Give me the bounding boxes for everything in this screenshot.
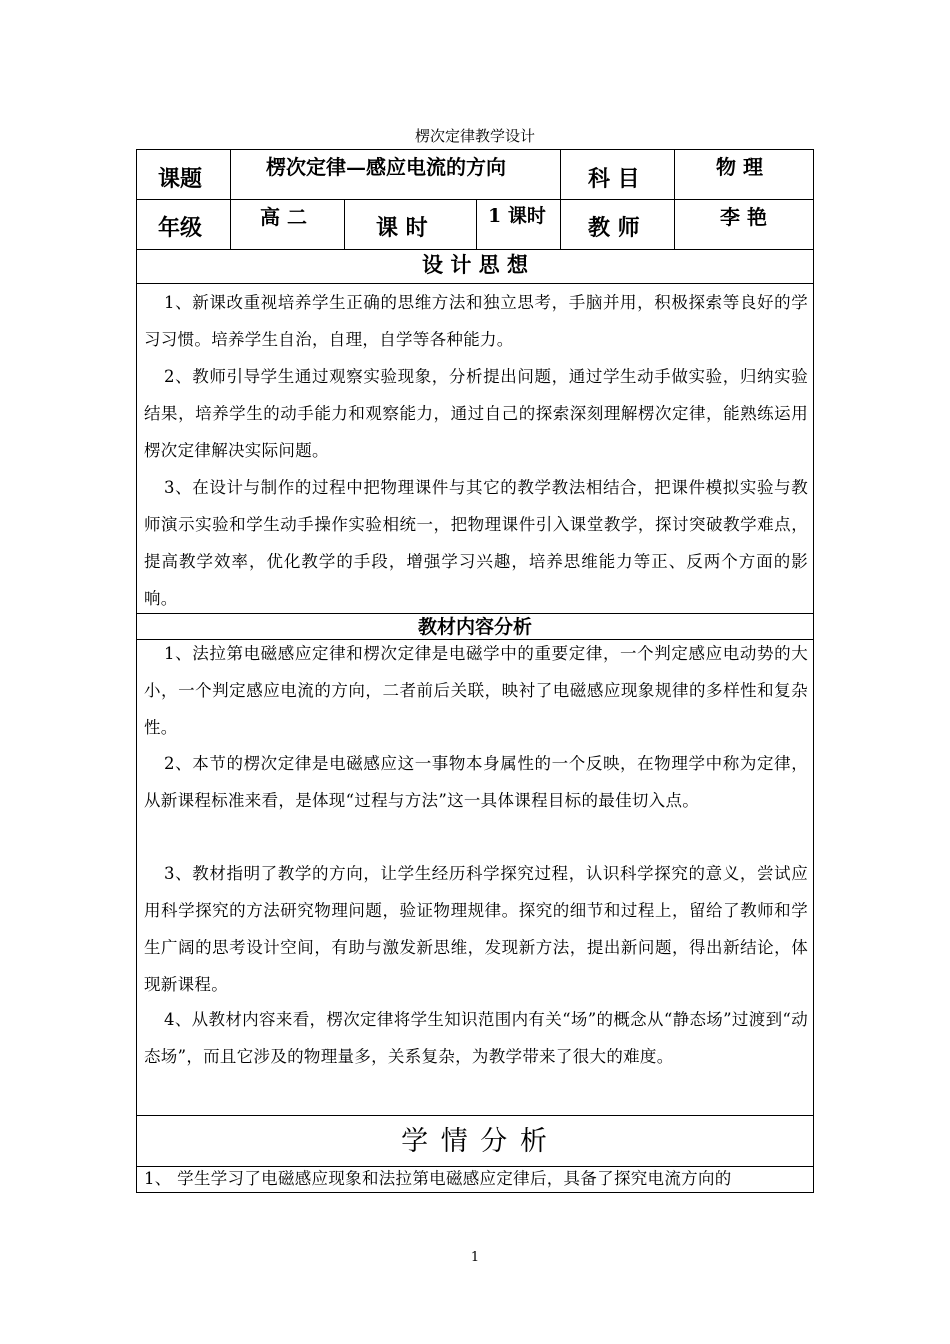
material-paragraph: 1、法拉第电磁感应定律和楞次定律是电磁学中的重要定律，一个判定感应电动势的大小，一个判定感应电流的方向，二者前后关联，映衬了电磁感应现象规律的多样性和复杂性。 <box>144 644 808 737</box>
column-divider <box>674 149 675 249</box>
design-thinking-heading: 设 计 思 想 <box>422 252 528 277</box>
subject-label: 科 目 <box>588 166 640 192</box>
period-label: 课 时 <box>376 215 428 241</box>
topic-value: 楞次定律—感应电流的方向 <box>266 155 506 179</box>
column-divider <box>344 199 345 249</box>
material-paragraph: 3、教材指明了教学的方向，让学生经历科学探究过程，认识科学探究的意义，尝试应用科学探究的方法研究物理问题，验证物理规律。探究的细节和过程上，留给了教师和学生广阔的思考设计空间，有助与激发新思维，发现新方法，提出新问题，得出新结论，体现新课程。 <box>144 864 808 994</box>
topic-label: 课题 <box>158 166 203 192</box>
grade-value: 高 二 <box>260 205 307 229</box>
column-divider <box>560 149 561 249</box>
material-paragraph: 4、从教材内容来看，楞次定律将学生知识范围内有关“场”的概念从“静态场”过渡到“动态场”，而且它涉及的物理量多，关系复杂，为教学带来了很大的难度。 <box>144 1010 808 1066</box>
document-title: 楞次定律教学设计 <box>414 127 535 145</box>
row-divider <box>136 1115 814 1116</box>
teacher-label: 教 师 <box>588 215 640 241</box>
teacher-value: 李 艳 <box>720 205 767 229</box>
lesson-plan-table <box>136 149 814 1193</box>
material-analysis-heading: 教材内容分析 <box>417 616 532 638</box>
column-divider <box>230 149 231 249</box>
design-paragraph: 3、在设计与制作的过程中把物理课件与其它的教学教法相结合，把课件模拟实验与教师演示实验和学生动手操作实验相统一，把物理课件引入课堂教学，探讨突破教学难点，提高教学效率，优化教学的手段，增强学习兴趣，培养思维能力等正、反两个方面的影响。 <box>144 478 808 608</box>
page-number: 1 <box>470 1250 480 1265</box>
material-paragraph: 2、本节的楞次定律是电磁感应这一事物本身属性的一个反映，在物理学中称为定律，从新课程标准来看，是体现“过程与方法”这一具体课程目标的最佳切入点。 <box>144 754 808 810</box>
design-paragraph: 2、教师引导学生通过观察实验现象，分析提出问题，通过学生动手做实验，归纳实验结果，培养学生的动手能力和观察能力，通过自己的探索深刻理解楞次定律，能熟练运用楞次定律解决实际问题。 <box>144 367 808 460</box>
row-divider <box>136 199 814 200</box>
student-analysis-heading: 学 情 分 析 <box>401 1126 549 1157</box>
design-paragraph: 1、新课改重视培养学生正确的思维方法和独立思考，手脑并用，积极探索等良好的学习习惯。培养学生自治，自理，自学等各种能力。 <box>144 293 808 349</box>
grade-label: 年级 <box>158 215 203 241</box>
column-divider <box>476 199 477 249</box>
subject-value: 物 理 <box>716 155 763 179</box>
period-value: 1 课时 <box>488 205 546 227</box>
student-paragraph: 1、 学生学习了电磁感应现象和法拉第电磁感应定律后，具备了探究电流方向的 <box>144 1169 732 1188</box>
